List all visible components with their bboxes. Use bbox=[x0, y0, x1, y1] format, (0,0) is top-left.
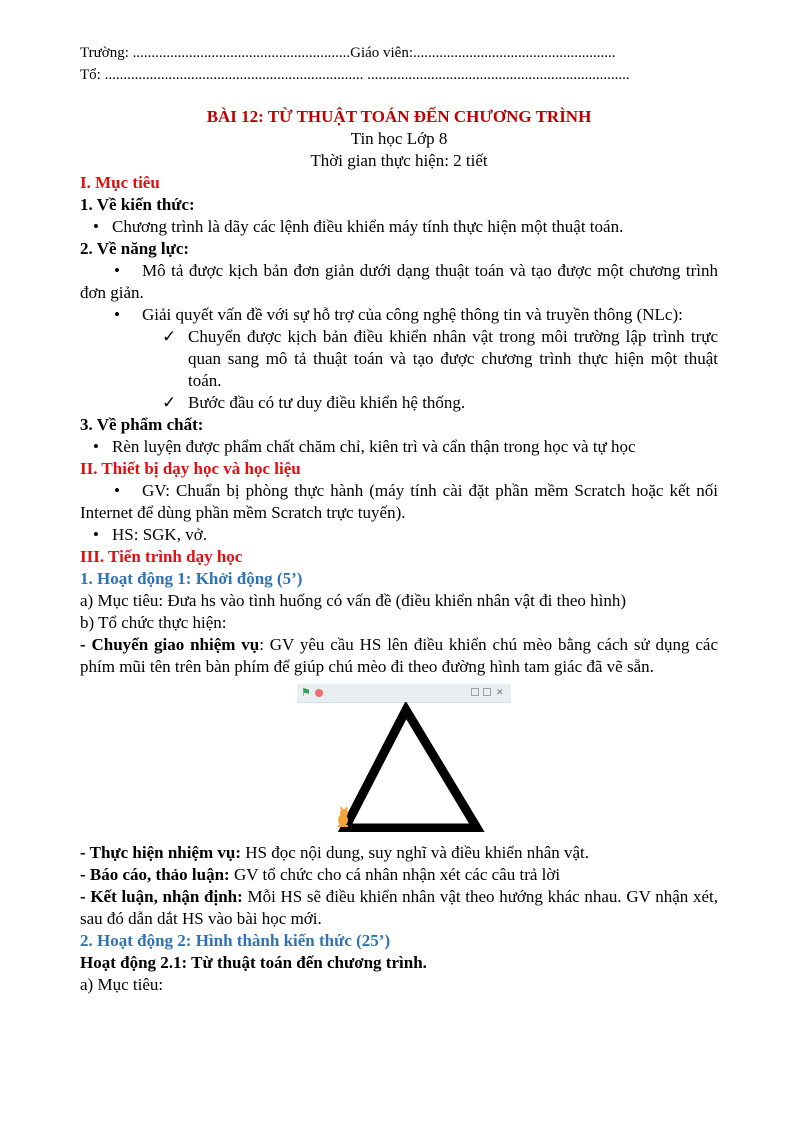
activity-2-1-heading: Hoạt động 2.1: Từ thuật toán đến chương trình. bbox=[80, 953, 427, 972]
document-content bbox=[80, 42, 718, 996]
bullet-icon: • bbox=[93, 525, 99, 544]
bullet-icon: • bbox=[93, 437, 99, 456]
stage-canvas bbox=[297, 702, 511, 832]
bullet-icon: • bbox=[93, 217, 99, 236]
subsection-knowledge: 1. Về kiến thức: bbox=[80, 195, 195, 214]
activity-1-heading: 1. Hoạt động 1: Khởi động (5’) bbox=[80, 569, 303, 588]
header-school-teacher: Trường: ..........................................................Giáo viên:...................................................... bbox=[80, 45, 616, 61]
fullscreen-icon[interactable]: ✕ bbox=[496, 687, 504, 697]
checkmark-icon: ✓ bbox=[162, 327, 177, 346]
stage-toolbar bbox=[297, 684, 511, 703]
bullet-icon: • bbox=[114, 481, 120, 500]
list-item: ✓ Chuyển được kịch bản điều khiển nhân vật trong môi trường lập trình trực quan sang mô tả thuật toán và tạo được chương trình thực hiện một thuật toán. bbox=[162, 327, 718, 390]
activity-1-task: - Chuyển giao nhiệm vụ: GV yêu cầu HS lên điều khiển chú mèo bằng cách sử dụng các phím mũi tên trên bàn phím để giúp chú mèo đi theo đường hình tam giác đã vẽ sẵn. bbox=[80, 635, 718, 676]
list-item: • Mô tả được kịch bản đơn giản dưới dạng thuật toán và tạo được một chương trình đơn giản. bbox=[80, 261, 718, 302]
activity-2-1-goal: a) Mục tiêu: bbox=[80, 975, 164, 994]
list-item: ✓ Bước đầu có tư duy điều khiển hệ thống. bbox=[162, 393, 466, 412]
activity-1-conclusion: - Kết luận, nhận định: Mỗi HS sẽ điều khiển nhân vật theo hướng khác nhau. GV nhận xét, sau đó dẫn dắt HS vào bài học mới. bbox=[80, 887, 718, 928]
bullet-icon: • bbox=[114, 305, 120, 324]
list-item: • Rèn luyện được phẩm chất chăm chỉ, kiên trì và cẩn thận trong học và tự học bbox=[80, 436, 718, 458]
activity-1-organization: b) Tổ chức thực hiện: bbox=[80, 613, 227, 632]
lesson-title: BÀI 12: TỪ THUẬT TOÁN ĐẾN CHƯƠNG TRÌNH bbox=[206, 107, 592, 126]
lesson-duration: Thời gian thực hiện: 2 tiết bbox=[310, 151, 488, 170]
bullet-icon: • bbox=[114, 261, 120, 280]
section-equipment: II. Thiết bị dạy học và học liệu bbox=[80, 459, 301, 478]
subsection-competency: 2. Về năng lực: bbox=[80, 239, 190, 258]
section-process: III. Tiến trình dạy học bbox=[80, 547, 243, 566]
activity-2-heading: 2. Hoạt động 2: Hình thành kiến thức (25’) bbox=[80, 931, 391, 950]
activity-1-report: - Báo cáo, thảo luận: GV tổ chức cho cá nhân nhận xét các câu trả lời bbox=[80, 865, 561, 884]
activity-1-goal: a) Mục tiêu: Đưa hs vào tình huống có vấn đề (điều khiển nhân vật đi theo hình) bbox=[80, 591, 627, 610]
list-item: • Giải quyết vấn đề với sự hỗ trợ của công nghệ thông tin và truyền thông (NLc): bbox=[114, 305, 683, 324]
section-objectives: I. Mục tiêu bbox=[80, 173, 160, 192]
subsection-qualities: 3. Về phẩm chất: bbox=[80, 415, 204, 434]
list-item: • HS: SGK, vở. bbox=[80, 524, 718, 546]
activity-1-do: - Thực hiện nhiệm vụ: HS đọc nội dung, suy nghĩ và điều khiển nhân vật. bbox=[80, 843, 590, 862]
green-flag-icon[interactable]: ⚑ bbox=[301, 687, 311, 699]
scratch-stage-figure bbox=[297, 684, 511, 832]
cat-sprite-icon bbox=[338, 806, 348, 827]
small-stage-icon[interactable] bbox=[471, 688, 479, 696]
lesson-subject: Tin học Lớp 8 bbox=[350, 129, 448, 148]
checkmark-icon: ✓ bbox=[162, 393, 177, 412]
stop-icon[interactable] bbox=[315, 689, 323, 697]
list-item: • Chương trình là dãy các lệnh điều khiển máy tính thực hiện một thuật toán. bbox=[80, 216, 718, 238]
large-stage-icon[interactable] bbox=[483, 688, 491, 696]
list-item: • GV: Chuẩn bị phòng thực hành (máy tính cài đặt phần mềm Scratch hoặc kết nối Internet để dùng phần mềm Scratch trực tuyến). bbox=[80, 481, 718, 522]
header-group: Tổ: ..................................................................... ...................................................................... bbox=[80, 67, 630, 83]
triangle-path bbox=[345, 710, 477, 828]
